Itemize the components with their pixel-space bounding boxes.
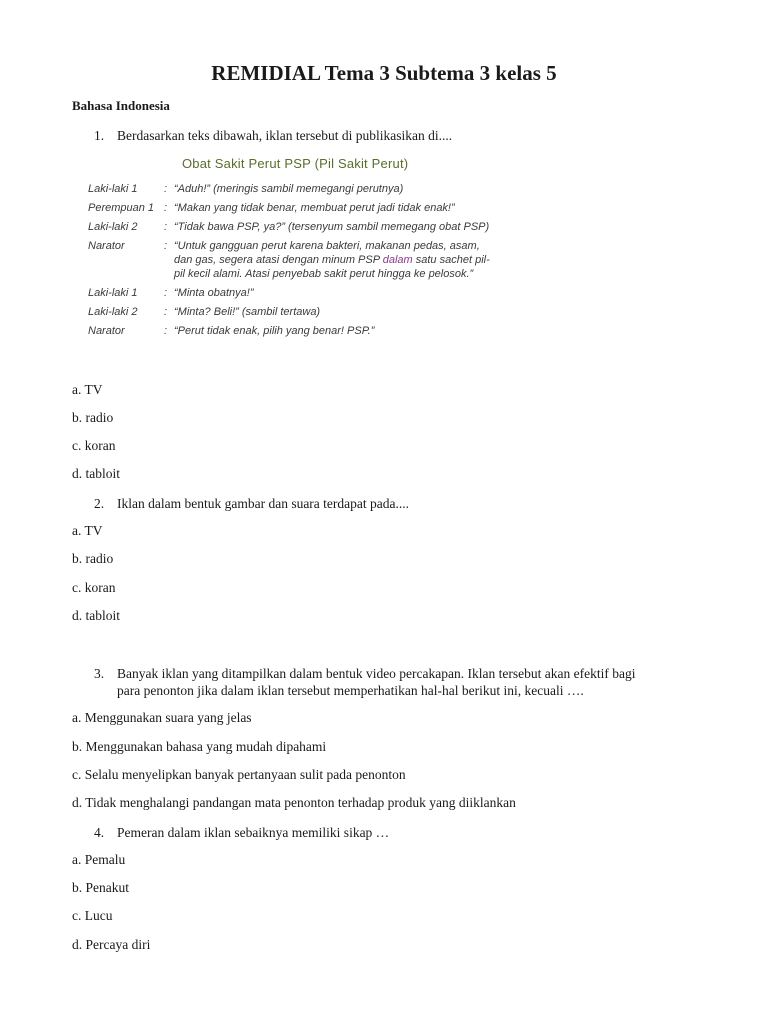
answer-option: d. Tidak menghalangi pandangan mata penonton terhadap produk yang diiklankan bbox=[72, 795, 516, 810]
question-2 bbox=[94, 495, 409, 512]
question-text: Pemeran dalam iklan sebaiknya memiliki sikap … bbox=[117, 825, 390, 840]
subject-heading: Bahasa Indonesia bbox=[72, 98, 170, 113]
dialog-line: dan gas, segera atasi dengan minum PSP dalam satu sachet pil- bbox=[174, 254, 490, 266]
dialog-separator: : bbox=[164, 183, 168, 195]
question-text-continued: para penonton jika dalam iklan tersebut memperhatikan hal-hal berikut ini, kecuali …. bbox=[117, 683, 584, 698]
dialog-separator: : bbox=[164, 240, 168, 252]
question-number: 2. bbox=[94, 496, 105, 511]
question-text: Banyak iklan yang ditampilkan dalam bentuk video percakapan. Iklan tersebut akan efektif bagi bbox=[117, 666, 636, 681]
dialog-separator: : bbox=[164, 306, 168, 318]
question-1 bbox=[94, 127, 452, 144]
page-title: REMIDIAL Tema 3 Subtema 3 kelas 5 bbox=[211, 61, 557, 85]
dialog-line: “Tidak bawa PSP, ya?” (tersenyum sambil memegang obat PSP) bbox=[174, 221, 490, 233]
dialog-line: “Makan yang tidak benar, membuat perut jadi tidak enak!” bbox=[174, 202, 455, 214]
highlighted-word: dalam bbox=[382, 254, 413, 266]
answer-option: b. radio bbox=[72, 410, 114, 425]
dialog-separator: : bbox=[164, 287, 168, 299]
question-4 bbox=[94, 824, 389, 841]
answer-option: b. Menggunakan bahasa yang mudah dipahami bbox=[72, 739, 327, 754]
dialog-line: “Minta? Beli!” (sambil tertawa) bbox=[174, 306, 321, 318]
answer-option: c. koran bbox=[72, 438, 116, 453]
question-text: Berdasarkan teks dibawah, iklan tersebut di publikasikan di.... bbox=[117, 128, 453, 143]
answer-option: c. koran bbox=[72, 580, 116, 595]
dialog-speaker: Laki-laki 1 bbox=[88, 183, 138, 195]
answer-option: c. Selalu menyelipkan banyak pertanyaan sulit pada penonton bbox=[72, 767, 406, 782]
dialog-title: Obat Sakit Perut PSP (Pil Sakit Perut) bbox=[182, 156, 409, 171]
dialog-speaker: Laki-laki 2 bbox=[88, 306, 138, 318]
dialog-line: pil kecil alami. Atasi penyebab sakit perut hingga ke pelosok.” bbox=[174, 268, 474, 280]
answer-option: d. Percaya diri bbox=[72, 937, 151, 952]
dialog-separator: : bbox=[164, 325, 168, 337]
answer-option: a. Pemalu bbox=[72, 852, 126, 867]
answer-option: a. TV bbox=[72, 523, 103, 538]
answer-option: b. Penakut bbox=[72, 880, 129, 895]
answer-option: d. tabloit bbox=[72, 466, 120, 481]
question-number: 1. bbox=[94, 128, 105, 143]
question-text: Iklan dalam bentuk gambar dan suara terdapat pada.... bbox=[117, 496, 410, 511]
answer-option: d. tabloit bbox=[72, 608, 120, 623]
answer-option: c. Lucu bbox=[72, 908, 113, 923]
dialog-speaker: Perempuan 1 bbox=[88, 202, 155, 214]
dialog-line: “Perut tidak enak, pilih yang benar! PSP.” bbox=[174, 325, 375, 337]
advertisement-dialog-image bbox=[82, 150, 534, 350]
dialog-separator: : bbox=[164, 221, 168, 233]
dialog-speaker: Laki-laki 2 bbox=[88, 221, 138, 233]
dialog-line: “Minta obatnya!” bbox=[174, 287, 254, 299]
dialog-speaker: Narator bbox=[88, 240, 125, 252]
question-number: 3. bbox=[94, 666, 105, 681]
dialog-line: “Aduh!” (meringis sambil memegangi perutnya) bbox=[174, 183, 404, 195]
answer-option: a. TV bbox=[72, 382, 103, 397]
dialog-speaker: Narator bbox=[88, 325, 125, 337]
dialog-speaker: Laki-laki 1 bbox=[88, 287, 138, 299]
answer-option: b. radio bbox=[72, 551, 114, 566]
dialog-line: “Untuk gangguan perut karena bakteri, makanan pedas, asam, bbox=[174, 240, 480, 252]
question-3 bbox=[94, 665, 704, 699]
question-number: 4. bbox=[94, 825, 105, 840]
dialog-separator: : bbox=[164, 202, 168, 214]
answer-option: a. Menggunakan suara yang jelas bbox=[72, 710, 252, 725]
